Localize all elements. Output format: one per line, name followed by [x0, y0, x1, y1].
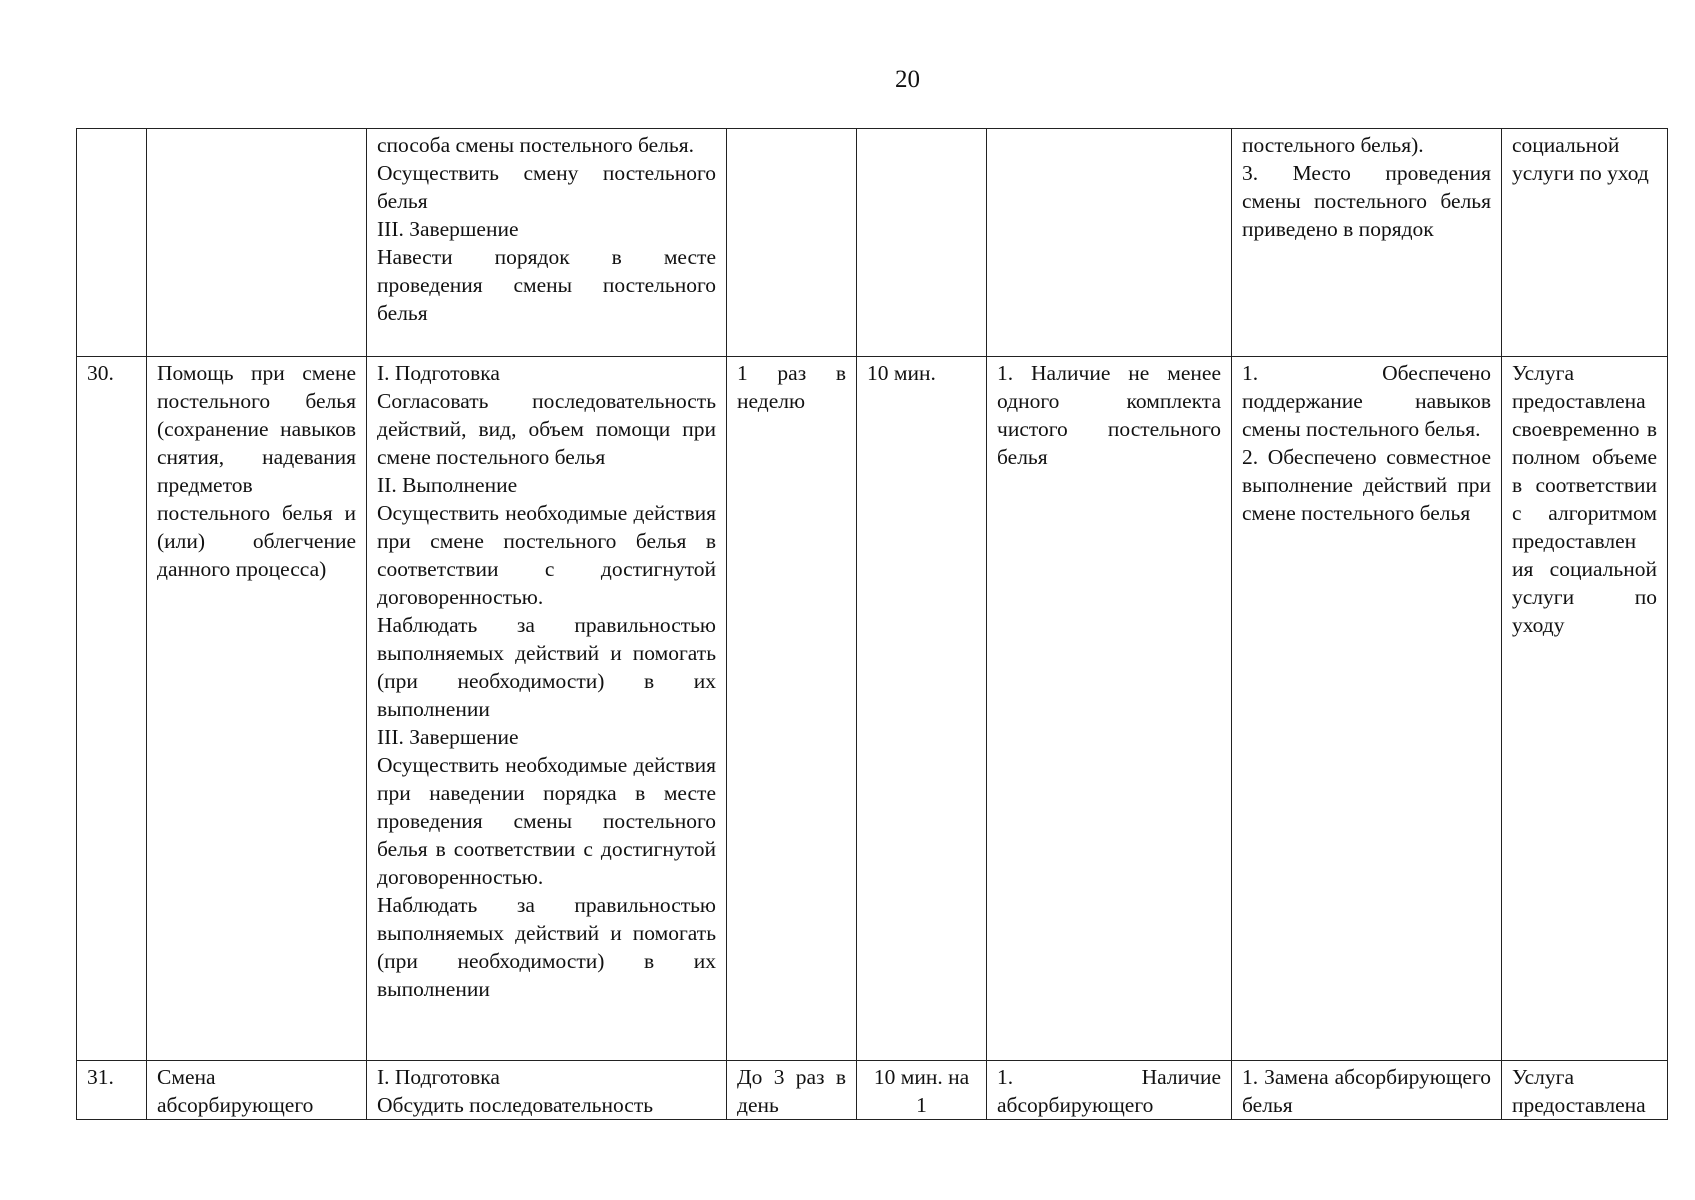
cell-standard — [987, 129, 1232, 357]
cell-service-name — [147, 129, 367, 357]
cell-evaluation: социальной услуги по уход — [1502, 129, 1668, 357]
result-line: постельного белья). — [1242, 133, 1424, 157]
algorithm-line: способа смены постельного белья. — [377, 133, 694, 157]
cell-standard: 1. Наличие абсорбирующего — [987, 1061, 1232, 1120]
algorithm-line: Наблюдать за правильностью выполняемых действий и помогать (при необходимости) в их выполнении — [377, 893, 716, 1001]
cell-algorithm — [367, 357, 727, 1061]
cell-service-name: Смена абсорбирующего — [147, 1061, 367, 1120]
cell-duration — [857, 129, 987, 357]
algorithm-line: Осуществить необходимые действия при наведении порядка в месте проведения смены постельного белья в соответствии с достигнутой договоренностью. — [377, 753, 716, 889]
cell-algorithm — [367, 129, 727, 357]
cell-evaluation: Услуга предоставлена — [1502, 1061, 1668, 1120]
algorithm-line: III. Завершение — [377, 725, 519, 749]
result-line: 1. Обеспечено поддержание навыков смены постельного белья. — [1242, 361, 1491, 441]
cell-result — [1232, 1061, 1502, 1120]
cell-evaluation: Услуга предоставлена своевременно в полном объеме в соответствии с алгоритмом предоставлен ия социальной услуги по уходу — [1502, 357, 1668, 1061]
cell-duration: 10 мин. — [857, 357, 987, 1061]
cell-standard: 1. Наличие не менее одного комплекта чистого постельного белья — [987, 357, 1232, 1061]
cell-duration: 10 мин. на 1 — [857, 1061, 987, 1120]
algorithm-line: Согласовать последовательность действий, вид, объем помощи при смене постельного белья — [377, 389, 716, 469]
cell-frequency: До 3 раз в день — [727, 1061, 857, 1120]
services-table — [76, 128, 1668, 1120]
page-number: 20 — [895, 66, 920, 93]
algorithm-line: Осуществить смену постельного белья — [377, 161, 716, 213]
algorithm-line: Обсудить последовательность — [377, 1093, 654, 1117]
table-row — [77, 129, 1668, 357]
table-row — [77, 357, 1668, 1061]
algorithm-line: I. Подготовка — [377, 361, 500, 385]
result-line: 3. Место проведения смены постельного белья приведено в порядок — [1242, 161, 1491, 241]
result-line: 2. Обеспечено совместное выполнение действий при смене постельного белья — [1242, 445, 1491, 525]
cell-number: 31. — [77, 1061, 147, 1120]
algorithm-line: III. Завершение — [377, 217, 519, 241]
cell-frequency — [727, 129, 857, 357]
cell-result — [1232, 129, 1502, 357]
result-line: 1. Замена абсорбирующего белья — [1242, 1065, 1491, 1117]
cell-algorithm — [367, 1061, 727, 1120]
cell-frequency: 1 раз в неделю — [727, 357, 857, 1061]
table-row — [77, 1061, 1668, 1120]
cell-service-name: Помощь при смене постельного белья (сохранение навыков снятия, надевания предметов постельного белья и (или) облегчение данного процесса) — [147, 357, 367, 1061]
cell-result — [1232, 357, 1502, 1061]
cell-number: 30. — [77, 357, 147, 1061]
cell-number — [77, 129, 147, 357]
algorithm-line: I. Подготовка — [377, 1065, 500, 1089]
algorithm-line: Осуществить необходимые действия при смене постельного белья в соответствии с достигнутой договоренностью. — [377, 501, 716, 609]
algorithm-line: Навести порядок в месте проведения смены постельного белья — [377, 245, 716, 325]
algorithm-line: II. Выполнение — [377, 473, 518, 497]
algorithm-line: Наблюдать за правильностью выполняемых действий и помогать (при необходимости) в их выполнении — [377, 613, 716, 721]
